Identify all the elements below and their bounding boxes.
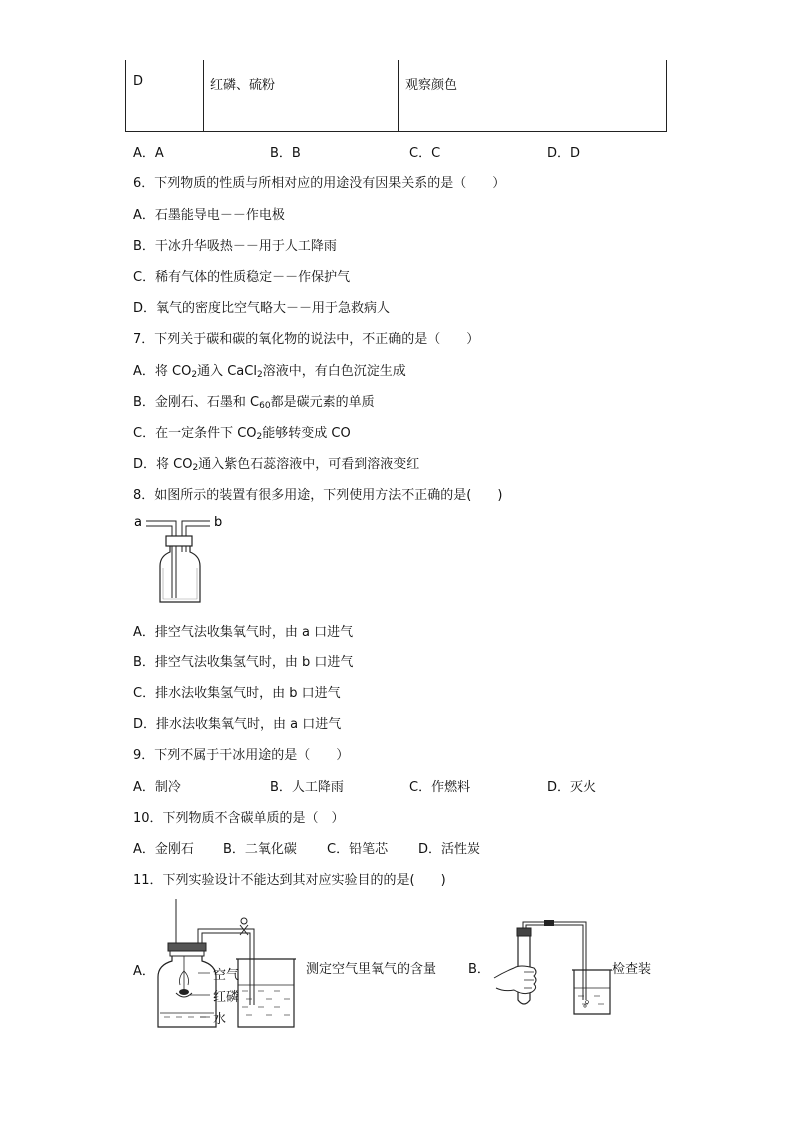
q10-option-d: D．活性炭	[418, 842, 481, 857]
airtightness-check-apparatus	[490, 918, 615, 1018]
q9-option-a: A．制冷	[133, 780, 181, 795]
q9-option-b: B．人工降雨	[270, 780, 344, 795]
q10-option-a: A．金刚石	[133, 842, 194, 857]
table-cell-method: 观察颜色	[405, 78, 458, 93]
q5-option-d: D．D	[547, 146, 581, 161]
port-b-label: b	[214, 515, 223, 530]
q8-option-b: B．排空气法收集氢气时，由 b 口进气	[133, 655, 354, 670]
table-border-right	[666, 60, 667, 132]
q10-option-c: C．铅笔芯	[327, 842, 389, 857]
table-border-col2	[398, 60, 399, 132]
table-border-col1	[203, 60, 204, 132]
table-border-bottom	[125, 131, 667, 132]
q9-option-d: D．灭火	[547, 780, 597, 795]
q7-option-a: A．将 $CO_2$通入 CaCl$_2$溶液中，有白色沉淀生成	[133, 364, 406, 380]
gas-bottle-diagram	[130, 510, 230, 606]
q6-option-a: A．石墨能导电－－作电极	[133, 208, 285, 223]
q6-option-b: B．干冰升华吸热－－用于人工降雨	[133, 239, 337, 254]
q7-stem: 7．下列关于碳和碳的氧化物的说法中，不正确的是（ ）	[133, 332, 480, 347]
q10-stem: 10．下列物质不含碳单质的是（ ）	[133, 811, 345, 826]
q11-b-letter: B．	[468, 962, 490, 977]
q5-option-a: A．A	[133, 146, 164, 161]
label-water: 水	[213, 1012, 227, 1027]
q7-option-c: C．在一定条件下 $CO_2$能够转变成 CO	[133, 426, 351, 442]
q5-option-c: C．C	[409, 146, 441, 161]
label-red-phosphorus: 红磷	[213, 990, 240, 1005]
q7-option-b: B．金刚石、石墨和 $C_{60}$都是碳元素的单质	[133, 395, 375, 411]
q8-stem: 8．如图所示的装置有很多用途，下列使用方法不正确的是( )	[133, 488, 503, 503]
q8-option-c: C．排水法收集氢气时，由 b 口进气	[133, 686, 341, 701]
q7-option-d: D．将 $CO_2$通入紫色石蕊溶液中，可看到溶液变红	[133, 457, 420, 473]
table-border-left	[125, 60, 126, 132]
q10-option-b: B．二氧化碳	[223, 842, 297, 857]
port-a-label: a	[134, 515, 142, 530]
q11-b-caption: 检查装	[612, 962, 652, 977]
q6-option-c: C．稀有气体的性质稳定－－作保护气	[133, 270, 351, 285]
q9-stem: 9．下列不属于干冰用途的是（ ）	[133, 748, 350, 763]
q8-option-d: D．排水法收集氧气时，由 a 口进气	[133, 717, 342, 732]
q6-stem: 6．下列物质的性质与所相对应的用途没有因果关系的是（ ）	[133, 176, 506, 191]
q11-a-letter: A．	[133, 964, 155, 979]
q9-option-c: C．作燃料	[409, 780, 471, 795]
q8-option-a: A．排空气法收集氧气时，由 a 口进气	[133, 625, 354, 640]
table-cell-substances: 红磷、硫粉	[210, 78, 276, 93]
q6-option-d: D．氧气的密度比空气略大－－用于急救病人	[133, 301, 391, 316]
label-air: 空气	[213, 968, 240, 983]
q11-stem: 11．下列实验设计不能达到其对应实验目的的是( )	[133, 873, 446, 888]
q11-a-caption: 测定空气里氧气的含量	[306, 962, 437, 977]
table-cell-label: D	[133, 74, 144, 89]
q5-option-b: B．B	[270, 146, 301, 161]
